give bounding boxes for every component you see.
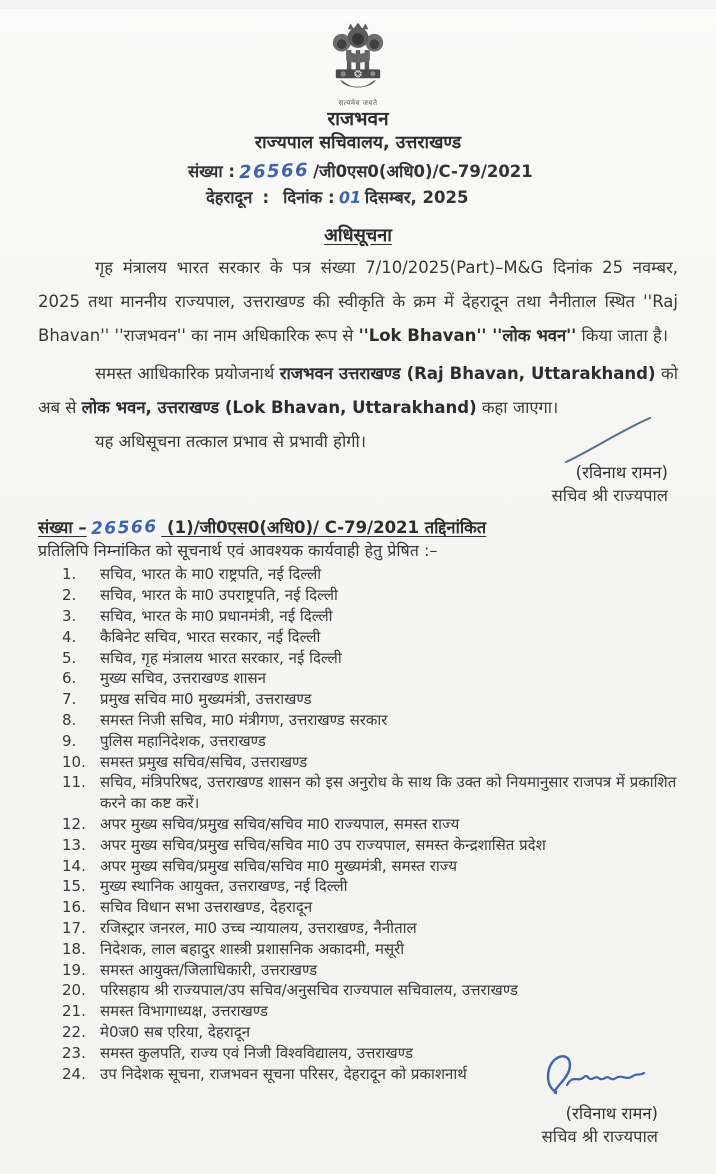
ref-number-rest: /जी0एस0(अधि0)/C-79/2021: [313, 162, 533, 182]
distribution-list-item: [62, 856, 696, 877]
national-emblem-icon: [321, 22, 395, 96]
letterhead: [0, 0, 716, 153]
reference-number-line: [188, 159, 716, 185]
distribution-list-item: [62, 772, 696, 814]
list-item-text: सचिव, भारत के मा0 प्रधानमंत्री, नई दिल्ली: [100, 607, 333, 626]
ref-separator: :: [262, 188, 270, 208]
list-item-text: उप निदेशक सूचना, राजभवन सूचना परिसर, देहरादून को प्रकाशनार्थ: [100, 1064, 467, 1083]
handwritten-signature-icon: [540, 1050, 652, 1102]
distribution-list-item: [62, 918, 696, 939]
distribution-list-item: [62, 939, 696, 960]
list-item-text: परिसहाय श्री राज्यपाल/उप सचिव/अनुसचिव राज्यपाल सचिवालय, उत्तराखण्ड: [100, 981, 518, 1000]
list-item-text: समस्त कुलपति, राज्य एवं निजी विश्वविद्यालय, उत्तराखण्ड: [100, 1043, 413, 1062]
notification-paragraph-3: यह अधिसूचना तत्काल प्रभाव से प्रभावी होगी।: [95, 432, 367, 452]
org-department: राज्यपाल सचिवालय, उत्तराखण्ड: [254, 133, 462, 154]
distribution-list-item: [62, 627, 696, 648]
list-item-text: प्रमुख सचिव मा0 मुख्यमंत्री, उत्तराखण्ड: [100, 690, 312, 709]
list-item-text: अपर मुख्य सचिव/प्रमुख सचिव/सचिव मा0 राज्यपाल, समस्त राज्य: [100, 814, 460, 833]
signatory-name: (रविनाथ रामन): [575, 463, 668, 483]
copy-intro-line: प्रतिलिपि निम्नांकित को सूचनार्थ एवं आवश्यक कार्यवाही हेतु प्रेषित :–: [38, 541, 438, 561]
copy-ref-handwritten: 26566: [90, 517, 158, 540]
para2-bold-lokbhavan: लोक भवन, उत्तराखण्ड (Lok Bhavan, Uttarakhand): [81, 398, 477, 418]
list-item-number: 22.: [62, 1022, 86, 1041]
distribution-list-item: [62, 897, 696, 918]
list-item-text: सचिव, मंत्रिपरिषद, उत्तराखण्ड शासन को इस अनुरोध के साथ कि उक्त को नियमानुसार राजपत्र में प्रकाशित करने का कष्ट करें।: [100, 773, 677, 813]
copy-ref-suffix: (1)/जी0एस0(अधि0)/ C-79/2021 तद्दिनांकित: [161, 518, 487, 538]
copy-ref-prefix: संख्या –: [38, 518, 87, 538]
list-item-text: सचिव, भारत के मा0 उपराष्ट्रपति, नई दिल्ली: [100, 586, 338, 605]
list-item-text: समस्त निजी सचिव, मा0 मंत्रीगण, उत्तराखण्ड सरकार: [100, 711, 388, 729]
list-item-number: 19.: [62, 960, 86, 979]
list-item-number: 9.: [62, 731, 77, 750]
para2-mid: को अब से: [38, 364, 679, 418]
list-item-number: 18.: [62, 939, 86, 958]
list-item-text: मुख्य सचिव, उत्तराखण्ड शासन: [100, 669, 266, 688]
signatory-title: सचिव श्री राज्यपाल: [551, 486, 668, 506]
signatory-name-bottom: (रविनाथ रामन): [565, 1104, 658, 1124]
distribution-list-item: [62, 814, 696, 835]
distribution-list-item: [62, 980, 696, 1001]
list-item-number: 21.: [62, 1002, 86, 1021]
org-name: राजभवन: [327, 108, 389, 131]
ref-date-label: दिनांक :: [283, 188, 335, 208]
distribution-list-item: [62, 648, 696, 669]
list-item-number: 12.: [62, 814, 86, 833]
distribution-list-item: [62, 752, 696, 773]
place-date-line: [206, 185, 716, 211]
reference-block: [188, 159, 716, 211]
list-item-text: सचिव, भारत के मा0 राष्ट्रपति, नई दिल्ली: [100, 565, 322, 584]
list-item-number: 7.: [62, 690, 77, 709]
distribution-list-item: [62, 960, 696, 981]
distribution-list-item: [62, 606, 696, 627]
signature-block-top: [0, 461, 668, 511]
list-item-text: रजिस्ट्रार जनरल, मा0 उच्च न्यायालय, उत्तराखण्ड, नैनीताल: [100, 918, 417, 937]
list-item-text: पुलिस महानिदेशक, उत्तराखण्ड: [100, 731, 266, 750]
copy-reference-line: [38, 515, 678, 538]
list-item-number: 24.: [62, 1064, 86, 1083]
list-item-number: 15.: [62, 877, 86, 896]
list-item-text: मुख्य स्थानिक आयुक्त, उत्तराखण्ड, नई दिल्ली: [100, 877, 348, 896]
distribution-list-item: [62, 689, 696, 710]
scan-edge-strip: [0, 0, 716, 9]
notification-heading: अधिसूचना: [324, 225, 392, 247]
distribution-list-item: [62, 585, 696, 606]
list-item-text: कैबिनेट सचिव, भारत सरकार, नई दिल्ली: [100, 627, 321, 646]
list-item-number: 1.: [62, 565, 77, 584]
ref-number-handwritten: 26566: [238, 160, 310, 184]
emblem-motto: सत्यमेव जयते: [338, 98, 378, 107]
ref-number-label: संख्या :: [188, 162, 235, 182]
signature-block-bottom: [0, 1050, 658, 1148]
para1-bold-text: ''Lok Bhavan'' ''लोक भवन'': [358, 326, 577, 346]
list-item-text: सचिव, गृह मंत्रालय भारत सरकार, नई दिल्ली: [100, 648, 342, 667]
list-item-text: समस्त आयुक्त/जिलाधिकारी, उत्तराखण्ड: [100, 960, 318, 979]
list-item-number: 16.: [62, 898, 86, 917]
distribution-list-item: [62, 1022, 696, 1043]
distribution-list-item: [62, 668, 696, 689]
notification-paragraph-1: [38, 251, 678, 353]
distribution-list-item: [62, 710, 696, 731]
list-item-number: 10.: [62, 752, 86, 771]
list-item-number: 4.: [62, 627, 77, 646]
list-item-number: 11.: [62, 773, 86, 792]
signatory-title-bottom: सचिव श्री राज्यपाल: [541, 1127, 658, 1147]
list-item-text: मे0ज0 सब एरिया, देहरादून: [100, 1022, 251, 1041]
list-item-number: 6.: [62, 669, 77, 688]
para2-bold-rajbhavan: राजभवन उत्तराखण्ड (Raj Bhavan, Uttarakhand): [279, 364, 656, 384]
para2-tail: कहा जाएगा।: [476, 398, 559, 418]
para1-tail: किया जाता है।: [576, 326, 668, 346]
para1-text: गृह मंत्रालय भारत सरकार के पत्र संख्या 7/10/2025(Part)–M&G दिनांक 25 नवम्बर, 2025 तथा माननीय राज्यपाल, उत्तराखण्ड की स्वीकृति के क्रम में देहरादून तथा नैनीताल स्थित ''Raj Bhavan'' ''राजभवन'' का नाम अधिकारिक रूप से: [38, 258, 678, 346]
list-item-text: अपर मुख्य सचिव/प्रमुख सचिव/सचिव मा0 मुख्यमंत्री, समस्त राज्य: [100, 856, 458, 875]
list-item-text: समस्त विभागाध्यक्ष, उत्तराखण्ड: [100, 1002, 268, 1021]
signature-stroke-icon: [562, 415, 654, 465]
list-item-number: 2.: [62, 586, 77, 605]
list-item-number: 3.: [62, 607, 77, 626]
ref-place: देहरादून: [206, 188, 253, 208]
list-item-text: समस्त प्रमुख सचिव/सचिव, उत्तराखण्ड: [100, 752, 308, 771]
distribution-list-item: [62, 835, 696, 856]
list-item-number: 8.: [62, 711, 77, 729]
list-item-number: 13.: [62, 835, 86, 854]
list-item-text: अपर मुख्य सचिव/प्रमुख सचिव/सचिव मा0 उप राज्यपाल, समस्त केन्द्रशासित प्रदेश: [100, 835, 546, 854]
list-item-text: निदेशक, लाल बहादुर शास्त्री प्रशासनिक अकादमी, मसूरी: [100, 939, 405, 958]
list-item-number: 17.: [62, 918, 86, 937]
para2-text: समस्त आधिकारिक प्रयोजनार्थ: [95, 364, 280, 384]
distribution-list-item: [62, 731, 696, 752]
distribution-list-item: [62, 1001, 696, 1022]
list-item-number: 14.: [62, 856, 86, 875]
list-item-text: सचिव विधान सभा उत्तराखण्ड, देहरादून: [100, 898, 313, 917]
distribution-list-item: [62, 564, 696, 585]
ref-date-tail: दिसम्बर, 2025: [364, 188, 469, 208]
list-item-number: 23.: [62, 1043, 86, 1062]
list-item-number: 20.: [62, 981, 86, 1000]
ref-date-handwritten: 01: [338, 188, 362, 208]
list-item-number: 5.: [62, 648, 77, 667]
distribution-list: [62, 564, 696, 1084]
distribution-list-item: [62, 876, 696, 897]
